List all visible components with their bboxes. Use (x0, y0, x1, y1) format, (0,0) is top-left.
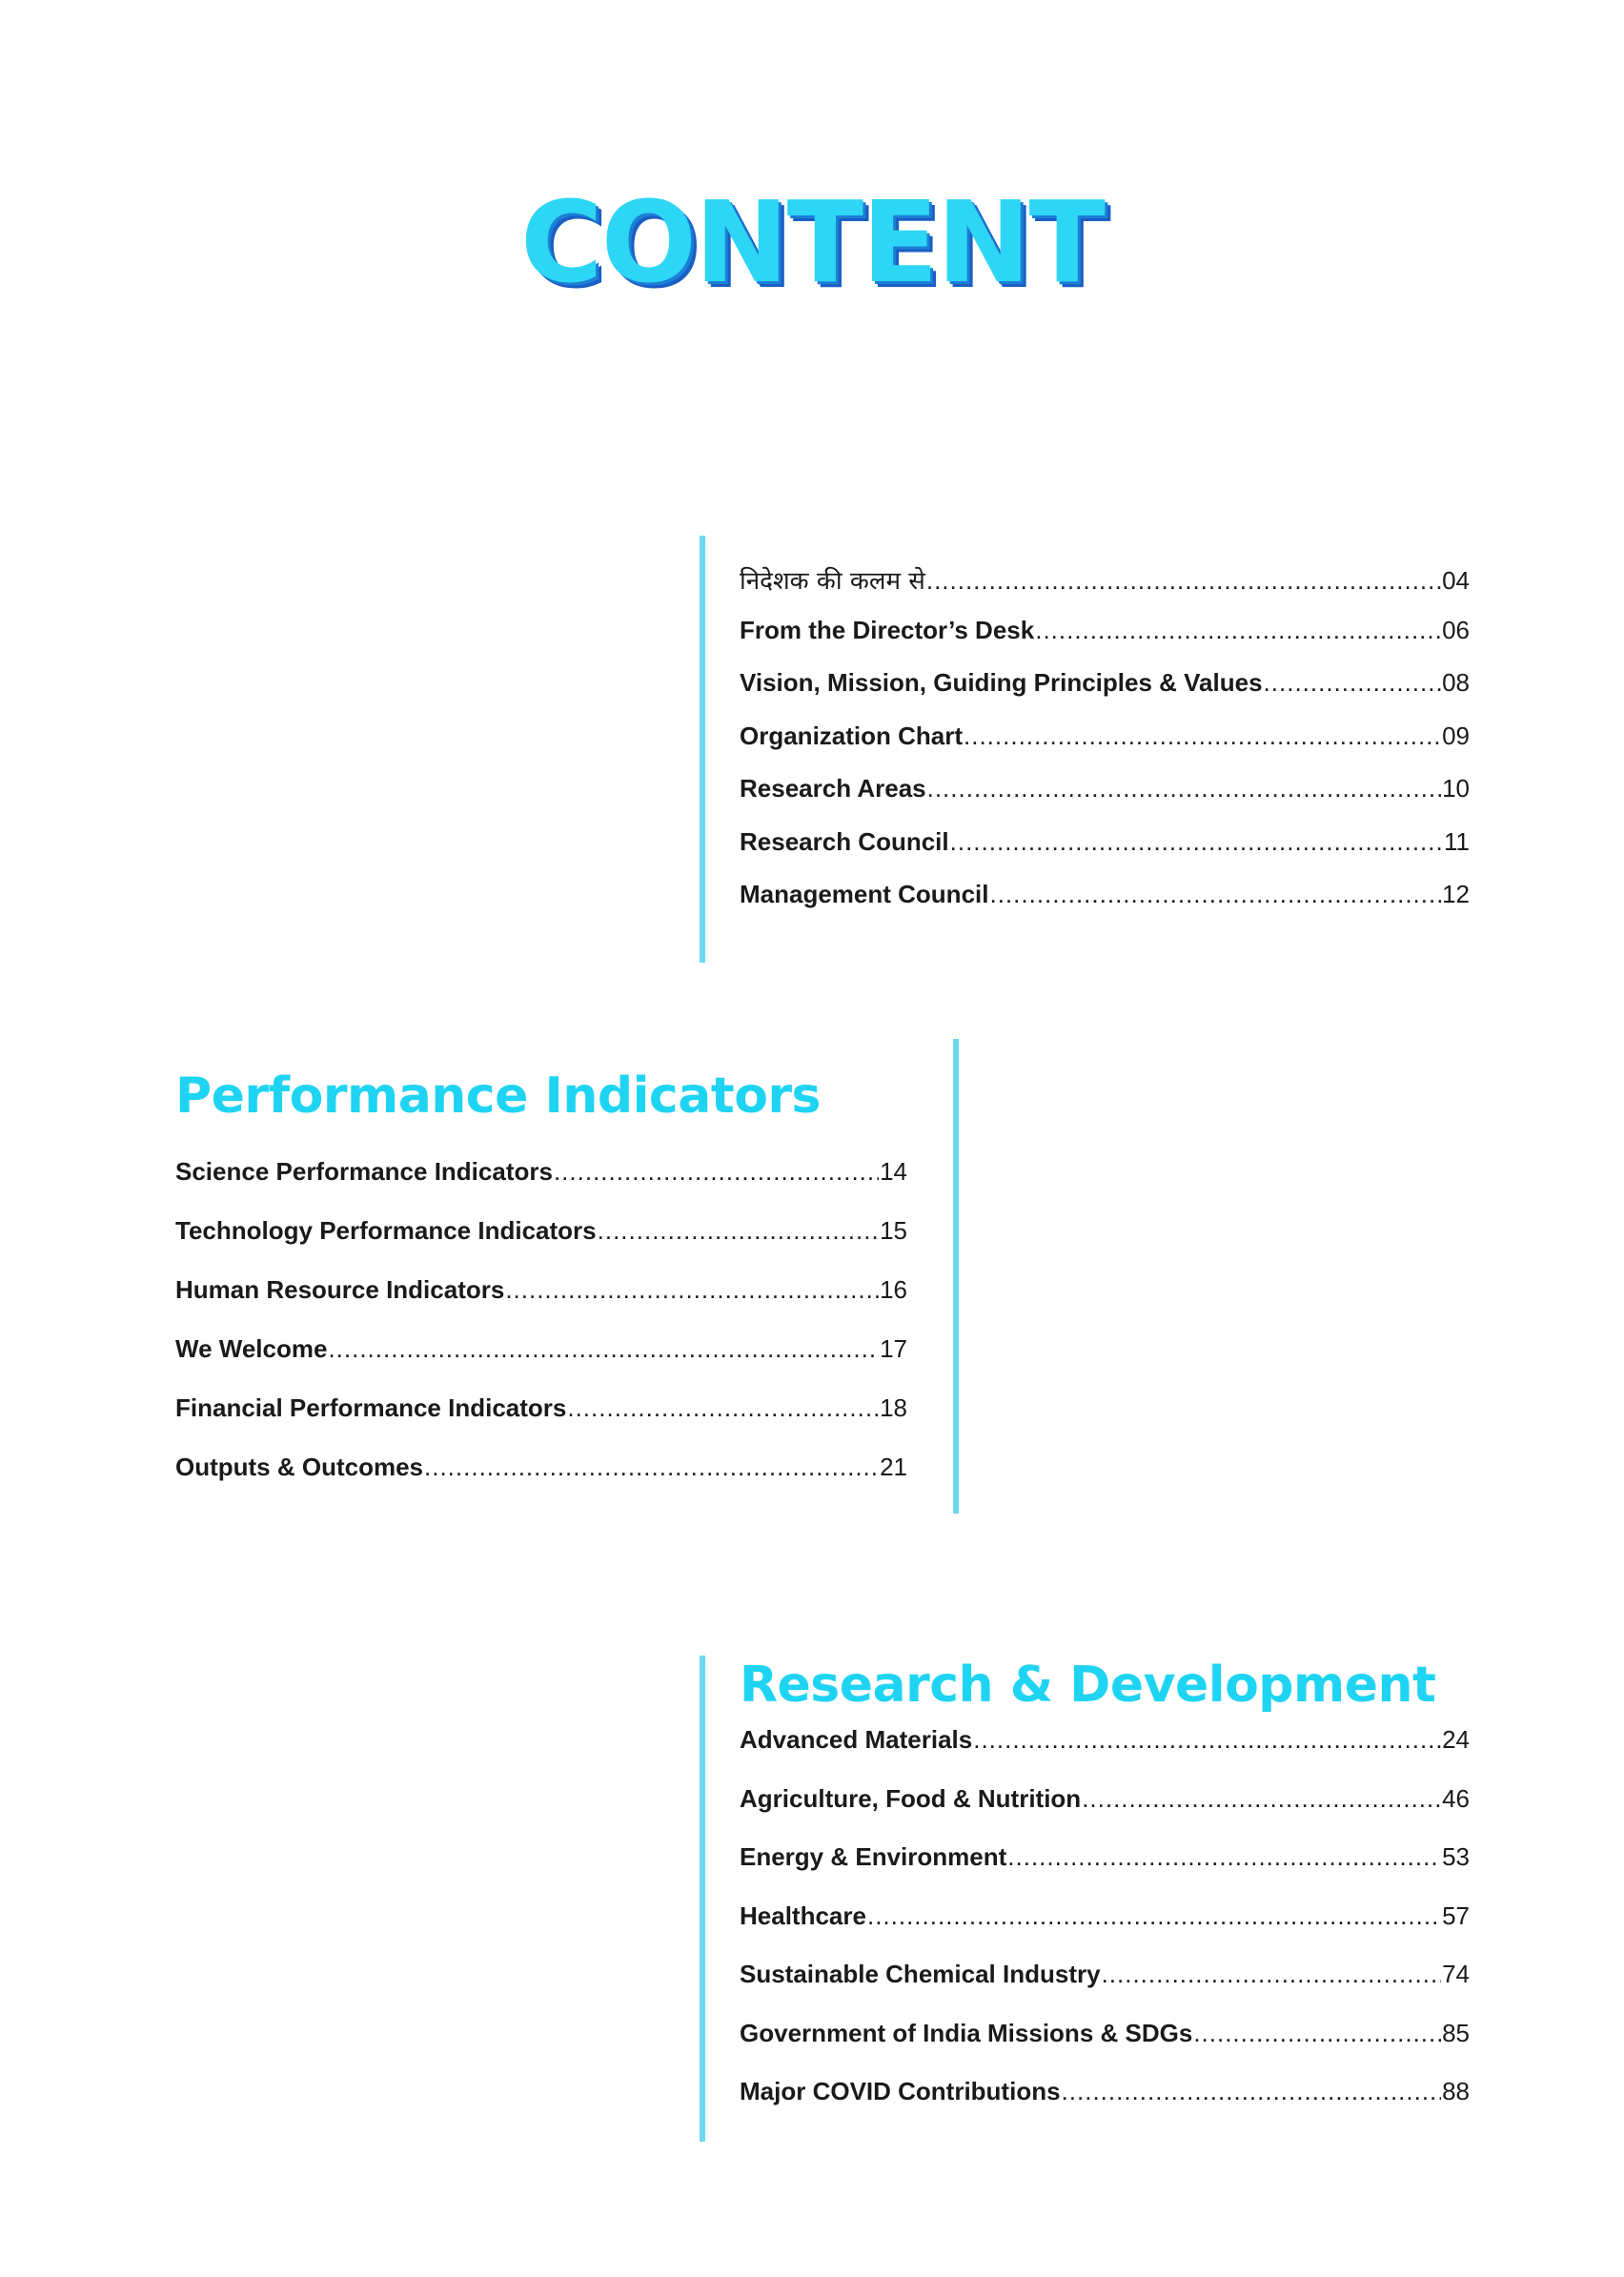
toc-entry-label: Research Council (740, 826, 949, 856)
toc-entry-page-number: 06 (1442, 615, 1470, 644)
toc-entry[interactable] (740, 562, 1470, 616)
toc-leader-dots (598, 1216, 879, 1246)
toc-entry[interactable] (175, 1334, 907, 1393)
toc-entry-page-number: 46 (1442, 1783, 1470, 1813)
toc-entry-label: From the Director’s Desk (740, 615, 1035, 644)
toc-entry-label: Financial Performance Indicators (175, 1393, 567, 1422)
toc-entry-label: Government of India Missions & SDGs (740, 2018, 1193, 2047)
toc-entry-label: Major COVID Contributions (740, 2077, 1061, 2105)
toc-entry-page-number: 88 (1442, 2077, 1470, 2105)
research-heading: Research & Development (740, 1657, 1436, 1714)
toc-leader-dots (950, 827, 1443, 857)
toc-entry-page-number: 53 (1442, 1842, 1470, 1871)
toc-entry-page-number: 16 (880, 1275, 907, 1304)
toc-entry-label: We Welcome (175, 1334, 328, 1363)
toc-entry-label: Agriculture, Food & Nutrition (740, 1783, 1082, 1813)
toc-entry-page-number: 10 (1442, 774, 1470, 803)
research-section (740, 1657, 1470, 2136)
toc-leader-dots (1035, 616, 1441, 645)
toc-leader-dots (926, 566, 1441, 596)
toc-entry-label: Advanced Materials (740, 1725, 973, 1754)
toc-entry-page-number: 24 (1442, 1725, 1470, 1754)
toc-entry-page-number: 14 (880, 1157, 907, 1186)
toc-entry-page-number: 17 (880, 1334, 907, 1363)
toc-entry-page-number: 21 (880, 1453, 907, 1481)
toc-entry[interactable] (740, 1901, 1470, 1961)
toc-entry[interactable] (740, 2019, 1470, 2078)
toc-leader-dots (567, 1393, 879, 1423)
toc-leader-dots (973, 1725, 1441, 1755)
toc-entry[interactable] (740, 1725, 1470, 1784)
toc-entry[interactable] (740, 880, 1470, 933)
toc-leader-dots (989, 880, 1441, 909)
toc-entry[interactable] (175, 1453, 907, 1512)
toc-leader-dots (1264, 668, 1442, 698)
intro-toc-list (740, 562, 1470, 933)
toc-leader-dots (927, 774, 1441, 803)
toc-entry-label: Outputs & Outcomes (175, 1453, 424, 1481)
toc-leader-dots (1007, 1842, 1441, 1872)
toc-entry[interactable] (175, 1393, 907, 1453)
toc-entry[interactable] (175, 1157, 907, 1216)
research-divider (700, 1656, 705, 2142)
toc-entry[interactable] (740, 668, 1470, 722)
toc-entry-page-number: 12 (1442, 880, 1470, 908)
toc-entry-page-number: 85 (1442, 2018, 1470, 2047)
toc-entry-page-number: 15 (880, 1216, 907, 1245)
toc-entry-label: Management Council (740, 880, 989, 908)
toc-entry-page-number: 04 (1442, 566, 1470, 595)
toc-entry-page-number: 08 (1442, 668, 1470, 697)
toc-leader-dots (1193, 2019, 1441, 2048)
toc-entry[interactable] (740, 1784, 1470, 1843)
toc-entry[interactable] (175, 1275, 907, 1334)
toc-entry-label: Energy & Environment (740, 1842, 1007, 1871)
toc-entry[interactable] (740, 2077, 1470, 2136)
toc-entry[interactable] (175, 1216, 907, 1275)
toc-entry-page-number: 57 (1442, 1901, 1470, 1930)
toc-entry[interactable] (740, 1960, 1470, 2019)
performance-divider (953, 1039, 959, 1514)
toc-entry-label: Research Areas (740, 774, 926, 803)
toc-entry-label: Organization Chart (740, 721, 964, 750)
toc-entry-page-number: 74 (1442, 1960, 1470, 1988)
toc-entry-label: Vision, Mission, Guiding Principles & Values (740, 668, 1263, 697)
intro-section (740, 562, 1470, 933)
toc-entry-label: Healthcare (740, 1901, 866, 1930)
toc-entry-label: Human Resource Indicators (175, 1275, 505, 1304)
toc-leader-dots (328, 1334, 879, 1364)
toc-leader-dots (554, 1157, 879, 1187)
toc-entry-label: Technology Performance Indicators (175, 1216, 597, 1245)
toc-leader-dots (505, 1275, 879, 1305)
toc-leader-dots (867, 1901, 1441, 1931)
toc-leader-dots (1062, 2077, 1442, 2106)
toc-entry-page-number: 09 (1442, 721, 1470, 750)
toc-entry-page-number: 11 (1444, 826, 1470, 856)
performance-section (175, 1067, 907, 1512)
toc-leader-dots (964, 722, 1441, 751)
toc-entry-label: Science Performance Indicators (175, 1157, 553, 1186)
intro-divider (700, 536, 705, 963)
performance-heading: Performance Indicators (175, 1067, 822, 1125)
toc-entry-label: निदेशक की कलम से (740, 567, 925, 596)
toc-entry[interactable] (740, 616, 1470, 669)
toc-entry[interactable] (740, 774, 1470, 827)
toc-leader-dots (424, 1453, 879, 1482)
toc-entry-label: Sustainable Chemical Industry (740, 1960, 1101, 1988)
toc-entry[interactable] (740, 827, 1470, 881)
toc-entry[interactable] (740, 1842, 1470, 1901)
toc-entry[interactable] (740, 722, 1470, 775)
toc-leader-dots (1082, 1784, 1441, 1814)
research-toc-list (740, 1725, 1470, 2136)
performance-toc-list (175, 1157, 907, 1512)
toc-entry-page-number: 18 (880, 1393, 907, 1422)
toc-leader-dots (1102, 1960, 1442, 1989)
page-title: CONTENT (519, 176, 1104, 308)
